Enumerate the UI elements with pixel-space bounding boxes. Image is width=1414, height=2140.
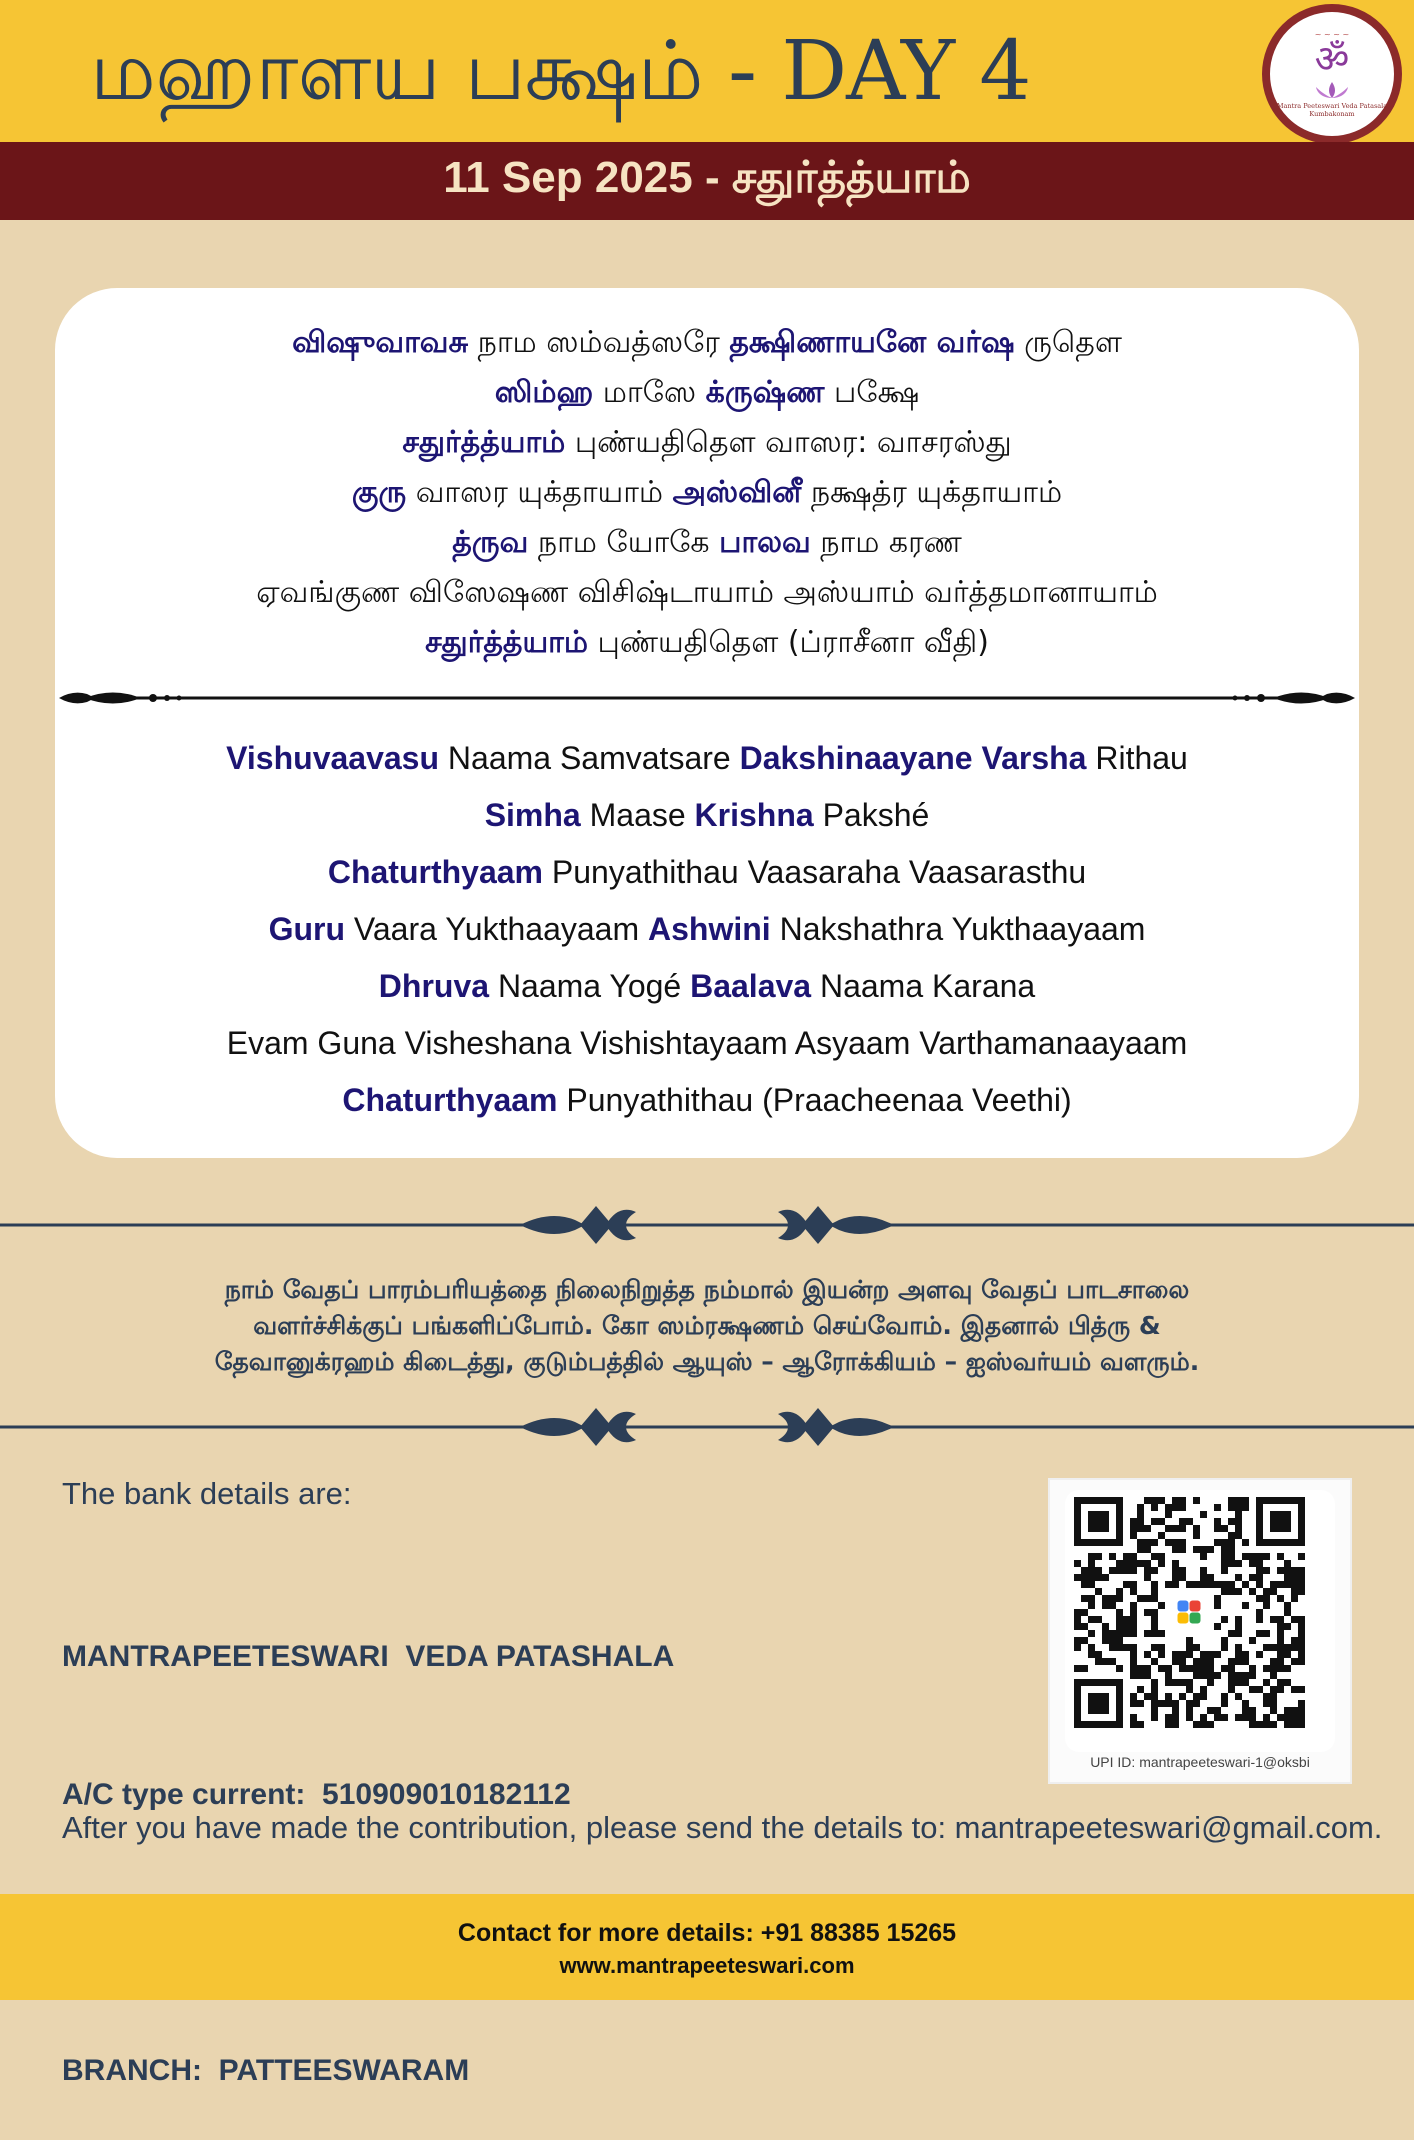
logo-text: Mantra Peeteswari Veda Patasala Kumbakonam — [1276, 102, 1388, 118]
title-tamil: மஹாளய பக்ஷம் - — [90, 24, 782, 119]
keyword: தக்ஷிணாயனே வர்ஷ — [729, 325, 1015, 360]
text-segment: Nakshathra Yukthaayaam — [770, 911, 1146, 947]
text-segment: Rithau — [1086, 740, 1188, 776]
text-segment: வாஸர யுக்தாயாம் — [406, 475, 673, 510]
sankalpam-tamil-line — [55, 518, 1359, 568]
website-link[interactable]: www.mantrapeeteswari.com — [559, 1953, 855, 1978]
sankalpam-english-line — [55, 1015, 1359, 1072]
card-divider — [55, 678, 1359, 718]
page-title — [90, 22, 1200, 122]
keyword: ஸிம்ஹ — [494, 375, 594, 410]
lotus-icon — [1310, 81, 1354, 99]
text-segment: நக்ஷத்ர யுக்தாயாம் — [801, 475, 1063, 510]
sankalpam-tamil-line — [55, 318, 1359, 368]
text-segment: மாஸே — [593, 375, 706, 410]
appeal-line: நாம் வேதப் பாரம்பரியத்தை நிலைநிறுத்த நம்மால் இயன்ற அளவு வேதப் பாடசாலை — [224, 1275, 1190, 1304]
title-day: DAY 4 — [781, 24, 1031, 119]
om-icon: ॐ — [1314, 37, 1350, 81]
keyword: Ashwini — [648, 911, 771, 947]
keyword: சதுர்த்த்யாம் — [402, 425, 566, 460]
ornament-divider-top — [0, 1198, 1414, 1252]
bank-account-number: A/C type current: 510909010182112 — [62, 1778, 571, 1811]
keyword: விஷுவாவசு — [292, 325, 469, 360]
text-segment: Evam Guna Visheshana Vishishtayaam Asyaam Varthamanaayaam — [226, 1025, 1188, 1061]
upi-qr-card[interactable] — [1048, 1478, 1352, 1784]
text-segment: Maase — [580, 797, 695, 833]
bank-branch: BRANCH: PATTEESWARAM — [62, 2054, 470, 2087]
sankalpam-tamil-line — [55, 568, 1359, 618]
sankalpam-english-line — [55, 901, 1359, 958]
keyword: பாலவ — [719, 525, 811, 560]
sankalpam-tamil-line — [55, 618, 1359, 668]
text-segment: நாம கரண — [810, 525, 962, 560]
text-segment: பக்ஷே — [824, 375, 920, 410]
text-segment: ருதௌ — [1014, 325, 1122, 360]
text-segment: Naama Karana — [811, 968, 1036, 1004]
google-pay-icon — [1168, 1591, 1212, 1635]
appeal-line: தேவானுக்ரஹம் கிடைத்து, குடும்பத்தில் ஆயுஸ் – ஆரோக்கியம் – ஐஸ்வர்யம் வளரும். — [214, 1347, 1200, 1376]
keyword: Dhruva — [378, 968, 490, 1004]
text-segment: ஏவங்குண விஸேஷண விசிஷ்டாயாம் அஸ்யாம் வர்த்தமானாயாம் — [256, 575, 1158, 610]
bank-account-name: MANTRAPEETESWARI VEDA PATASHALA — [62, 1640, 675, 1673]
appeal-line: வளர்ச்சிக்குப் பங்களிப்போம். கோ ஸம்ரக்ஷணம் செய்வோம். இதனால் பித்ரு & — [253, 1311, 1161, 1340]
appeal-text — [40, 1272, 1374, 1380]
bank-intro: The bank details are: — [62, 1476, 352, 1511]
keyword: Chaturthyaam — [342, 1082, 558, 1118]
text-segment: Vaara Yukthaayaam — [345, 911, 649, 947]
google-pay-icon-part — [1178, 1601, 1189, 1612]
text-segment: Naama Samvatsare — [439, 740, 740, 776]
text-segment: Pakshé — [813, 797, 930, 833]
google-pay-icon-part — [1190, 1601, 1201, 1612]
upi-id: UPI ID: mantrapeeteswari-1@oksbi — [1090, 1754, 1310, 1770]
keyword: Simha — [484, 797, 581, 833]
keyword: Chaturthyaam — [327, 854, 543, 890]
sankalpam-tamil-line — [55, 418, 1359, 468]
sankalpam-card — [55, 288, 1359, 1158]
text-segment: Punyathithau (Praacheenaa Veethi) — [557, 1082, 1072, 1118]
text-segment: Punyathithau Vaasaraha Vaasarasthu — [542, 854, 1087, 890]
sankalpam-tamil-line — [55, 468, 1359, 518]
sankalpam-tamil-line — [55, 368, 1359, 418]
keyword: Krishna — [694, 797, 814, 833]
sankalpam-english-line — [55, 730, 1359, 787]
contribution-note: After you have made the contribution, please send the details to: mantrapeeteswari@gmail.com. — [62, 1810, 1383, 1845]
keyword: த்ருவ — [452, 525, 529, 560]
text-segment: Naama Yogé — [489, 968, 691, 1004]
keyword: Dakshinaayane Varsha — [739, 740, 1087, 776]
text-segment: நாம ஸம்வத்ஸரே — [468, 325, 730, 360]
keyword: Guru — [268, 911, 345, 947]
logo-arc-text: ~ ~ ~ ~ — [1314, 30, 1350, 39]
google-pay-icon-part — [1178, 1613, 1189, 1624]
patashala-logo — [1262, 4, 1402, 144]
google-pay-icon-part — [1190, 1613, 1201, 1624]
keyword: Baalava — [690, 968, 812, 1004]
sankalpam-english-line — [55, 787, 1359, 844]
text-segment: நாம யோகே — [528, 525, 720, 560]
keyword: க்ருஷ்ண — [705, 375, 825, 410]
sankalpam-english-line — [55, 1072, 1359, 1129]
text-segment: புண்யதிதௌ (ப்ராசீனா வீதி) — [587, 625, 989, 660]
sankalpam-tamil — [55, 318, 1359, 668]
keyword: சதுர்த்த்யாம் — [425, 625, 588, 660]
upi-qr-code[interactable] — [1067, 1495, 1337, 1745]
sankalpam-english-line — [55, 958, 1359, 1015]
date-line: 11 Sep 2025 - சதுர்த்த்யாம் — [443, 153, 971, 202]
keyword: Vishuvaavasu — [226, 740, 440, 776]
keyword: அஸ்வினீ — [672, 475, 802, 510]
sankalpam-english-line — [55, 844, 1359, 901]
date-band — [0, 142, 1414, 220]
ornament-divider-bottom — [0, 1400, 1414, 1454]
footer-band — [0, 1894, 1414, 2000]
text-segment: புண்யதிதௌ வாஸர: வாசரஸ்து — [565, 425, 1012, 460]
sankalpam-english — [55, 730, 1359, 1129]
contact-phone[interactable]: Contact for more details: +91 88385 15265 — [457, 1919, 957, 1947]
keyword: குரு — [351, 475, 407, 510]
